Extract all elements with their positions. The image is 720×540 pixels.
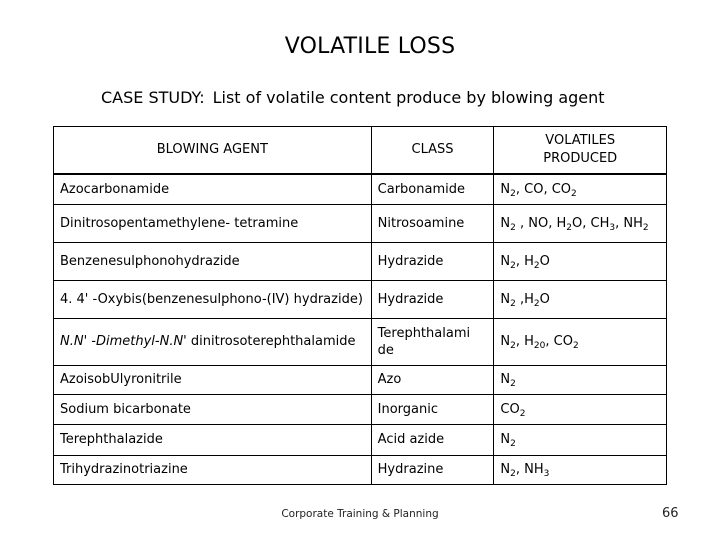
blowing-agent-table <box>53 126 667 485</box>
formula-subscript: 2 <box>533 298 540 309</box>
table-row <box>54 204 667 242</box>
volatiles-cell: $N_2$ $,H_2O$ <box>494 280 667 318</box>
volatiles-cell: $N_2$, $NH_3$ <box>494 455 667 484</box>
agent-rest-part: dinitrosoterephthalamide <box>186 334 356 349</box>
formula-subscript: 2 <box>572 341 579 351</box>
formula-subscript: 2 <box>510 469 516 479</box>
header-class: CLASS <box>371 127 494 175</box>
formula-subscript: 2 <box>519 408 526 419</box>
volatiles-cell: $N_2$ <box>494 365 667 394</box>
formula-subscript: 2 <box>533 260 540 271</box>
page-title: VOLATILE LOSS <box>284 34 456 59</box>
volatiles-cell: $N_2$ , NO, $H_2O$, $CH_3$, $NH_2$ <box>494 204 667 242</box>
table-row <box>54 242 667 280</box>
class-cell <box>371 318 494 365</box>
table-row <box>54 455 667 484</box>
agent-cell <box>54 318 372 365</box>
formula-subscript: 2 <box>510 298 516 309</box>
formula-subscript: 2 <box>566 222 573 233</box>
class-cell: Carbonamide <box>371 174 494 204</box>
agent-italic-part: N.N' -Dimethyl-N.N' <box>60 334 187 349</box>
case-study-text: List of volatile content produce by blowing agent <box>212 88 605 107</box>
agent-cell: Azocarbonamide <box>54 174 372 204</box>
volatiles-cell: $N_2$, $H_2O$ <box>494 242 667 280</box>
class-text: Terephthalamide <box>377 325 471 358</box>
class-cell: Inorganic <box>371 394 494 424</box>
class-cell: Acid azide <box>371 424 494 455</box>
header-volatiles <box>494 127 667 175</box>
agent-cell: Sodium bicarbonate <box>54 394 372 424</box>
table-row <box>54 174 667 204</box>
table-row <box>54 394 667 424</box>
header-volatiles-text: VOLATILES PRODUCED <box>543 133 618 166</box>
volatiles-cell: $N_2$, $H_{20}$, $CO_2$ <box>494 318 667 365</box>
class-cell: Hydrazine <box>371 455 494 484</box>
table-row <box>54 424 667 455</box>
class-cell: Hydrazide <box>371 280 494 318</box>
header-blowing-agent: BLOWING AGENT <box>54 127 372 175</box>
table-row <box>54 280 667 318</box>
formula-subscript: 2 <box>510 260 516 271</box>
volatiles-cell: $N_2$, CO, $CO_2$ <box>494 174 667 204</box>
formula-subscript: 2 <box>510 222 516 233</box>
class-cell: Hydrazide <box>371 242 494 280</box>
formula-subscript: 2 <box>510 341 516 351</box>
formula-subscript: 2 <box>510 439 516 449</box>
agent-cell: Trihydrazinotriazine <box>54 455 372 484</box>
agent-cell: Terephthalazide <box>54 424 372 455</box>
agent-cell: Benzenesulphonohydrazide <box>54 242 372 280</box>
footer-text: Corporate Training & Planning <box>281 508 439 520</box>
formula-subscript: 2 <box>510 379 516 389</box>
formula-subscript: 2 <box>571 188 577 199</box>
table-row <box>54 318 667 365</box>
formula-subscript: 3 <box>609 222 616 233</box>
table-header-row <box>54 127 667 175</box>
volatiles-cell: $CO_2$ <box>494 394 667 424</box>
class-cell: Nitrosoamine <box>371 204 494 242</box>
agent-cell: AzoisobUlyronitrile <box>54 365 372 394</box>
case-study-label: CASE STUDY: <box>101 88 205 107</box>
formula-subscript: 2 <box>642 222 649 233</box>
formula-subscript: 2 <box>510 188 516 199</box>
agent-cell: 4. 4' -Oxybis(benzenesulphono-(IV) hydrazide) <box>54 280 372 318</box>
formula-subscript: 3 <box>543 469 550 479</box>
table-row <box>54 365 667 394</box>
agent-cell: Dinitrosopentamethylene- tetramine <box>54 204 372 242</box>
page-number: 66 <box>662 506 679 521</box>
case-study-subtitle <box>101 88 605 107</box>
class-cell: Azo <box>371 365 494 394</box>
formula-subscript: 20 <box>533 341 546 351</box>
volatiles-cell: $N_2$ <box>494 424 667 455</box>
